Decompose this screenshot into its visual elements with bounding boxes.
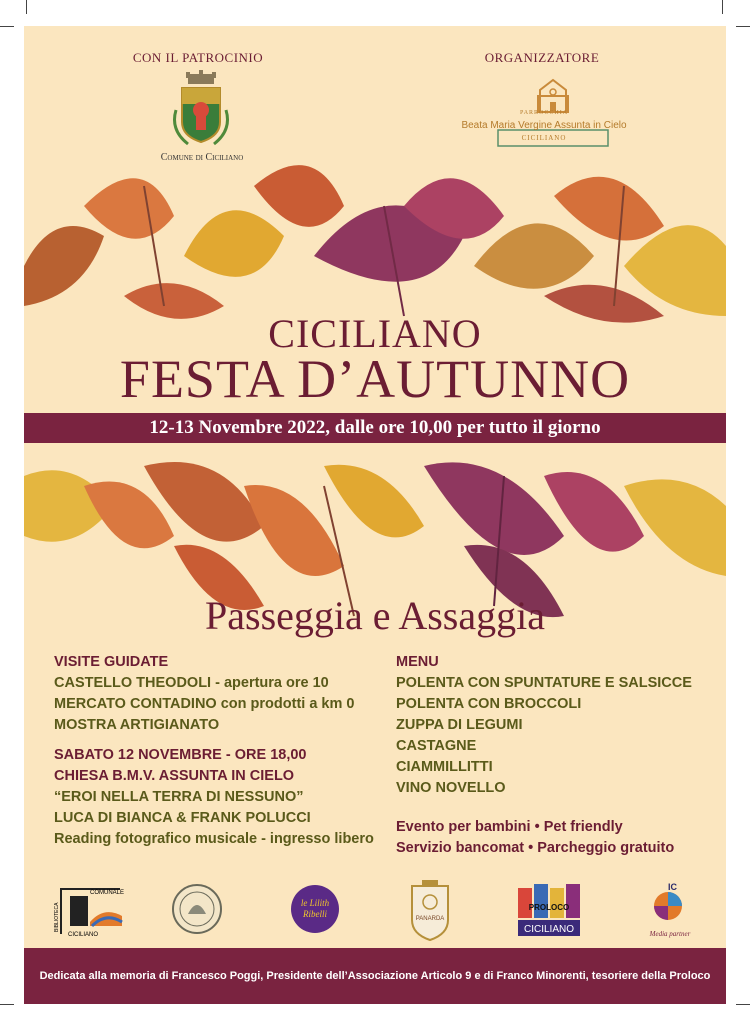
crop-mark	[0, 1004, 14, 1005]
panarda-text: PANARDA	[415, 916, 445, 922]
panarda-logo	[408, 876, 452, 942]
organizer-small-label: PARROCCHIA	[519, 110, 569, 116]
event-date: SABATO 12 NOVEMBRE - ORE 18,00	[54, 747, 307, 763]
crop-mark	[0, 26, 14, 27]
bullet: •	[534, 819, 540, 835]
service-kids: Evento per bambini	[396, 819, 531, 835]
patronage-label: CON IL PATROCINIO	[132, 50, 264, 65]
lilith-text-1: le Lilith	[300, 898, 330, 908]
crop-mark	[26, 0, 27, 14]
visit-item: CASTELLO THEODOLI - apertura ore 10	[54, 675, 329, 691]
service-pets: Pet friendly	[543, 819, 623, 835]
poster	[24, 26, 726, 1004]
services-line-1	[396, 819, 692, 840]
menu-item: POLENTA CON SPUNTATURE E SALSICCE	[396, 675, 692, 691]
organizer-label: ORGANIZZATORE	[484, 50, 600, 65]
comune-name: Comune di Ciciliano	[160, 152, 244, 163]
footer-dedication: Dedicata alla memoria di Francesco Poggi, Presidente dell’Associazione Articolo 9 e di Franco Minorenti, tesoriere della Proloco	[24, 948, 726, 1004]
menu-item: ZUPPA DI LEGUMI	[396, 717, 523, 733]
right-column	[396, 654, 692, 861]
biblioteca-bottom-text: CICILIANO	[68, 932, 99, 938]
town-title: CICILIANO	[268, 311, 482, 356]
media-partner-logo	[638, 880, 702, 942]
event-title: FESTA D’AUTUNNO	[119, 349, 631, 409]
biblioteca-side-text: BIBLIOTECA	[54, 902, 60, 932]
event-place: CHIESA B.M.V. ASSUNTA IN CIELO	[54, 768, 295, 784]
reading-authors: LUCA DI BIANCA & FRANK POLUCCI	[54, 810, 311, 826]
menu-item: CASTAGNE	[396, 738, 477, 754]
organizer-name: Beata Maria Vergine Assunta in Cielo	[461, 120, 627, 131]
reading-description: Reading fotografico musicale - ingresso libero	[54, 831, 374, 847]
autumn-leaves-top-illustration	[24, 146, 726, 336]
service-parking: Parcheggio gratuito	[537, 840, 675, 856]
biblioteca-logo	[52, 882, 132, 938]
visit-item: MOSTRA ARTIGIANATO	[54, 717, 220, 733]
reading-title: “EROI NELLA TERRA DI NESSUNO”	[54, 789, 304, 805]
media-top-text: IC	[668, 882, 677, 892]
bullet: •	[528, 840, 534, 856]
proloco-top-text: PROLOCO	[528, 903, 570, 912]
crop-mark	[736, 1004, 750, 1005]
menu-item: POLENTA CON BROCCOLI	[396, 696, 582, 712]
visits-title: VISITE GUIDATE	[54, 654, 169, 670]
service-atm: Servizio bancomat	[396, 840, 525, 856]
biblioteca-top-text: COMUNALE	[90, 890, 125, 896]
subtitle: Passeggia e Assaggia	[205, 593, 545, 638]
proloco-bottom-text: CICILIANO	[523, 924, 575, 935]
crop-mark	[736, 26, 750, 27]
services-line-2	[396, 840, 692, 861]
consorzio-seal-logo	[170, 882, 224, 936]
partner-logos	[24, 876, 726, 946]
crop-mark	[722, 0, 723, 14]
organizer-town: CICILIANO	[521, 134, 567, 142]
visit-item: MERCATO CONTADINO con prodotti a km 0	[54, 696, 355, 712]
left-column	[54, 654, 374, 852]
menu-item: CIAMMILLITTI	[396, 759, 493, 775]
media-partner-text: Media partner	[649, 930, 691, 938]
menu-title: MENU	[396, 654, 439, 670]
lilith-ribelli-logo	[288, 882, 342, 936]
menu-item: VINO NOVELLO	[396, 780, 506, 796]
lilith-text-2: Ribelli	[303, 909, 327, 919]
date-band: 12-13 Novembre 2022, dalle ore 10,00 per tutto il giorno	[24, 413, 726, 443]
proloco-ciciliano-logo	[516, 880, 582, 942]
